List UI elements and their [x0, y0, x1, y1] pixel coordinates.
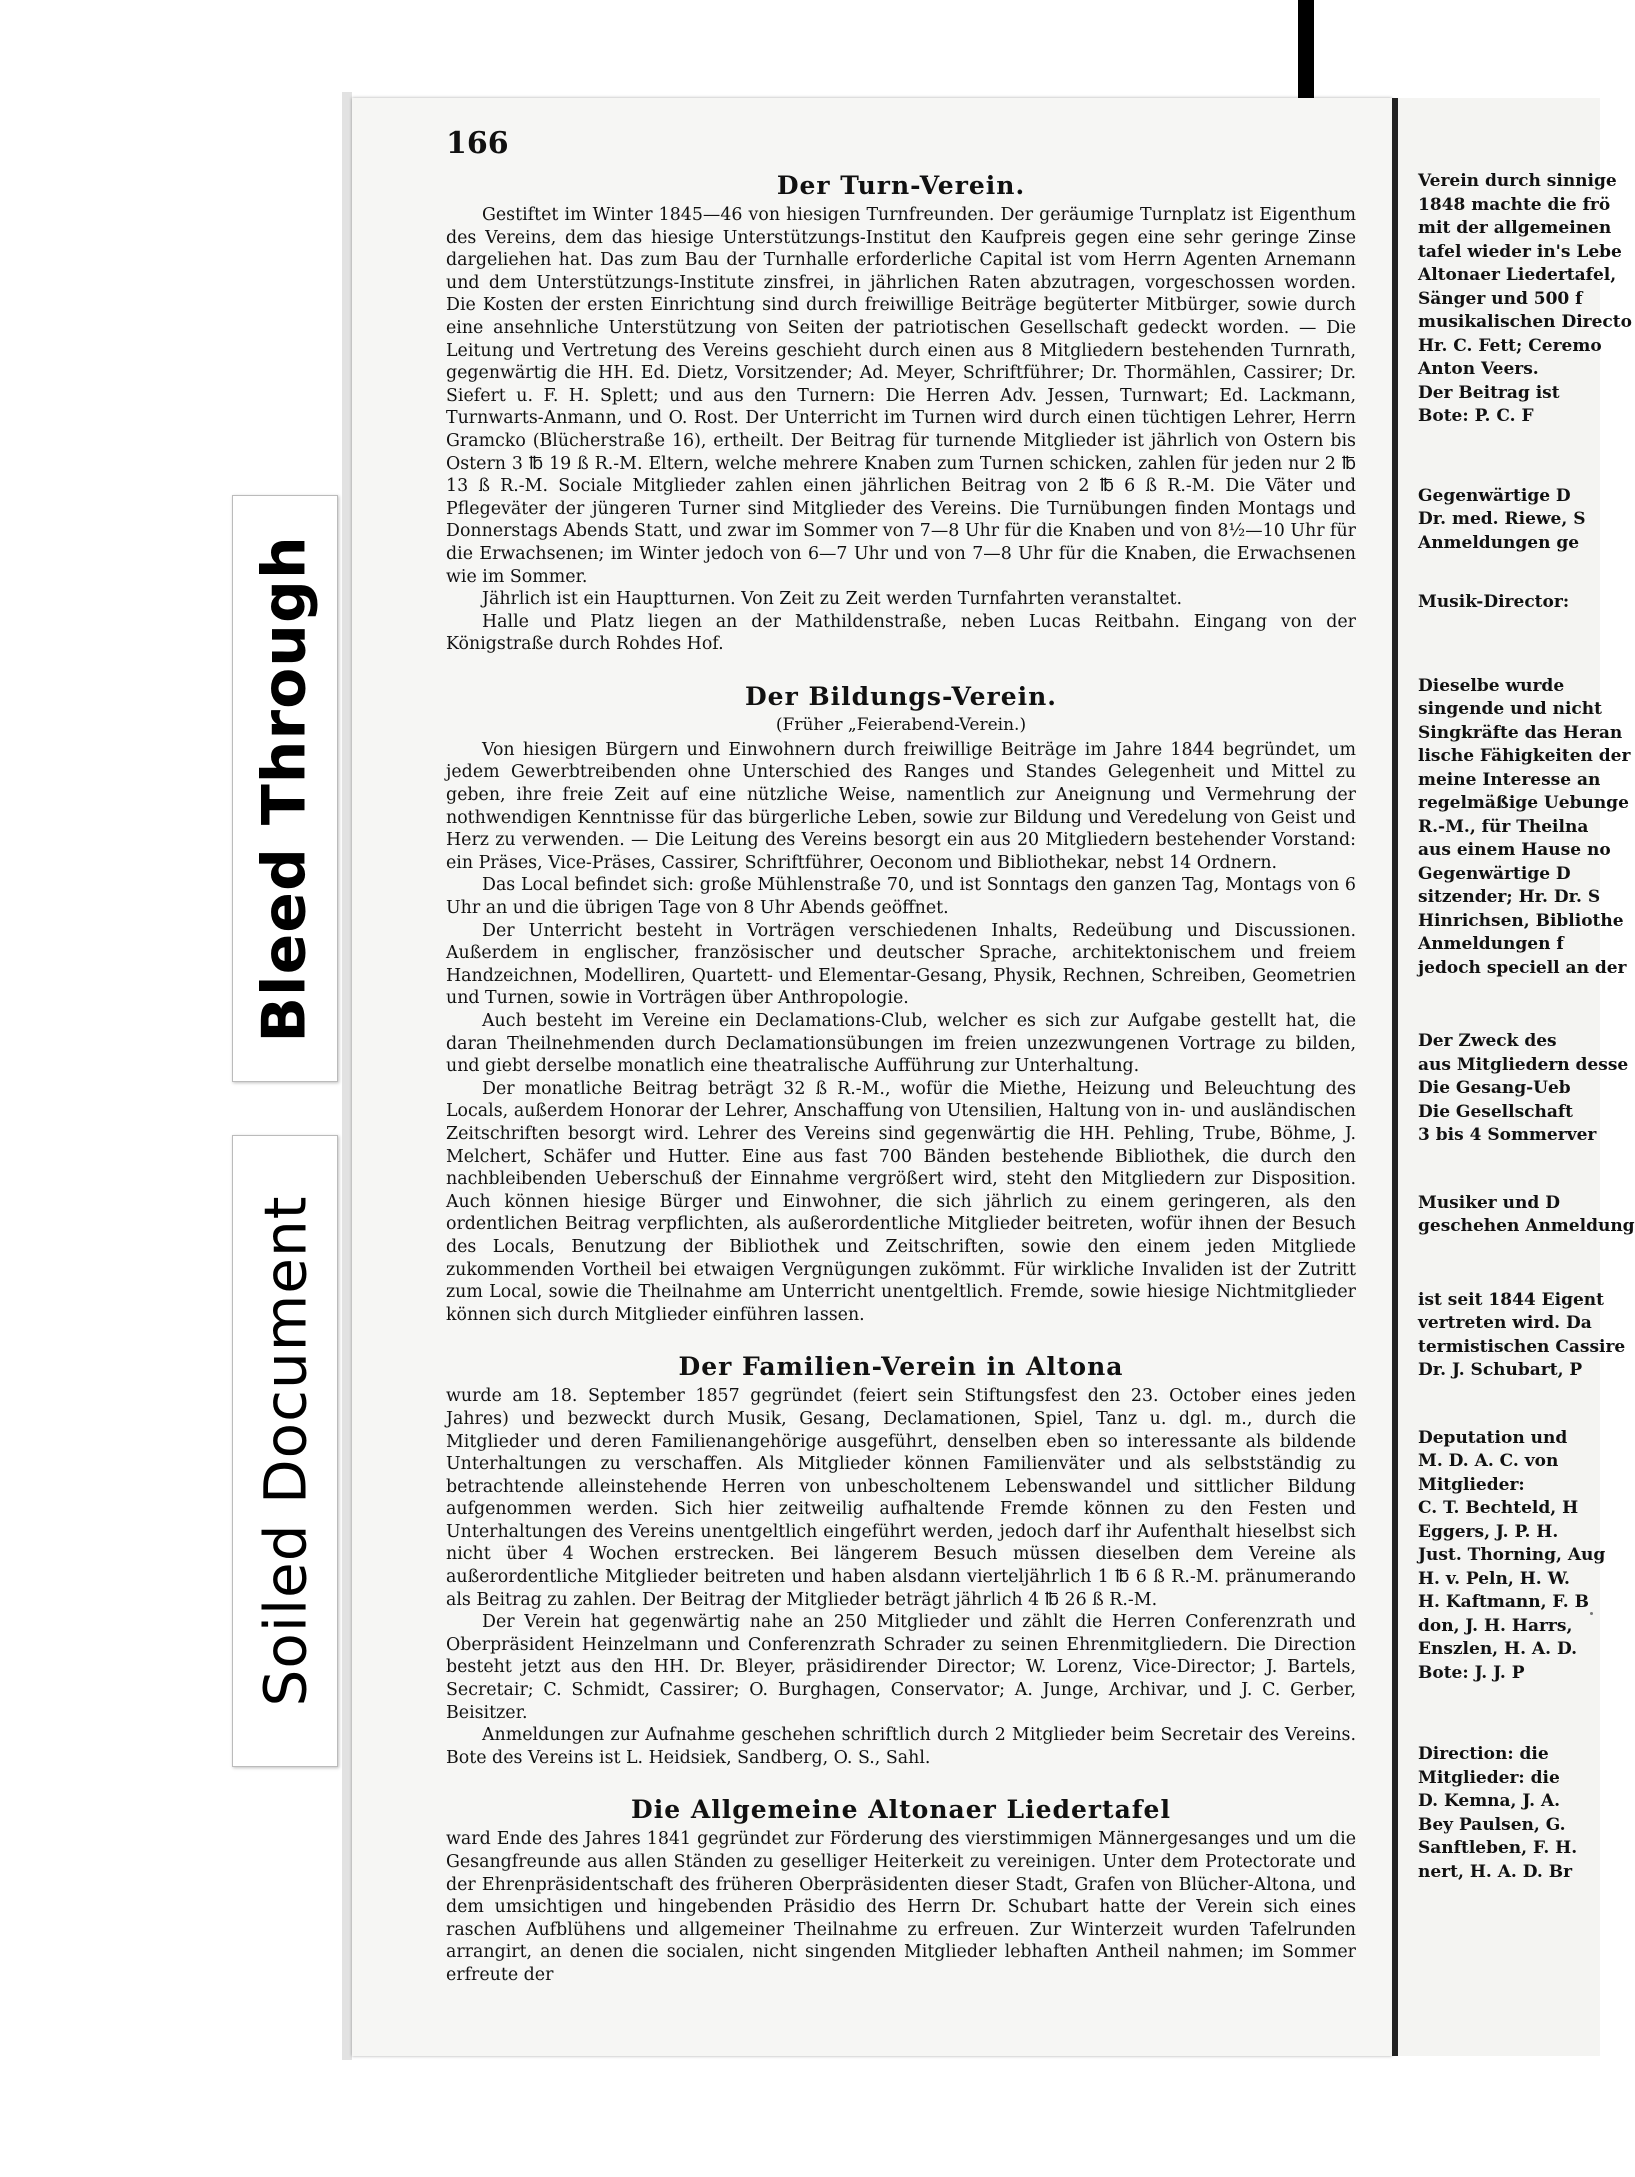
- facing-page-line: Dr. med. Riewe, S: [1418, 509, 1586, 529]
- facing-page-line: R.-M., für Theilna: [1418, 816, 1589, 837]
- soiled-document-text: Soiled Document: [251, 1195, 320, 1707]
- facing-page-line: Die Gesang-Ueb: [1418, 1078, 1571, 1098]
- facing-page-line: singende und nicht: [1418, 699, 1602, 719]
- bleed-through-text: Bleed Through: [250, 534, 321, 1043]
- section-turn-verein: [446, 171, 1356, 656]
- facing-page-line: regelmäßige Uebunge: [1418, 793, 1629, 813]
- facing-page-line: Singkräfte das Heran: [1418, 722, 1623, 743]
- section-title: Die Allgemeine Altonaer Liedertafel: [631, 1795, 1171, 1825]
- page-number: 166: [446, 126, 509, 161]
- page-content: [446, 126, 1356, 1987]
- facing-page-line: sitzender; Hr. Dr. S: [1418, 887, 1601, 907]
- soiled-document-label: [232, 1135, 338, 1767]
- paragraph: Der monatliche Beitrag beträgt 32 ß R.-M., wofür die Miethe, Heizung und Beleuchtung des Locals, außerdem Honorar der Lehrer, Anschaffung von Utensilien, Haltung von in- und ausländischen Zeitschriften besorgt wird. Lehrer des Vereins sind gegenwärtig die HH. Pehling, Trube, Böhme, J. Melchert, Schäfer und Hutter. Eine aus fast 700 Bänden bestehende Bibliothek, die durch den nachbleibenden Ueberschuß der Einnahme vergrößert wird, steht den Mitgliedern zur Disposition. Auch können hiesige Bürger und Einwohner, die sich jährlich zu einem geringeren, als den ordentlichen Beitrag verpflichten, als außerordentliche Mitglieder beitreten, wofür ihnen der Besuch des Locals, Benutzung der Bibliothek und Zeitschriften, sowie den einem jeden Mitgliede zukommenden Vortheil bei etwaigen Vergnügungen zukömmt. Für wirkliche Invaliden ist der Zutritt zum Local, sowie die Theilnahme am Unterricht unentgeltlich. Fremde, sowie hiesige Nichtmitglieder können sich durch Mitglieder einführen lassen.: [446, 1078, 1356, 1325]
- facing-page-line: Anmeldungen ge: [1418, 532, 1580, 553]
- facing-page-line: Enszlen, H. A. D.: [1418, 1639, 1577, 1659]
- paragraph: Der Unterricht besteht in Vorträgen verschiedenen Inhalts, Redeübung und Discussionen. Außerdem in englischer, französischer und deutscher Sprache, architektonischem und freiem Handzeichnen, Modelliren, Quartett- und Elementar-Gesang, Physik, Rechnen, Schreiben, Geometrien und Turnen, sowie in Vorträgen über Anthropologie.: [446, 920, 1356, 1009]
- facing-page-line: geschehen Anmeldung: [1418, 1216, 1635, 1236]
- facing-page-line: Just. Thorning, Aug: [1418, 1545, 1606, 1565]
- facing-page-line: musikalischen Directo: [1418, 312, 1632, 332]
- facing-page-line: Dieselbe wurde: [1418, 675, 1565, 696]
- facing-page-line: Der Beitrag ist: [1418, 382, 1560, 403]
- scan-border-top: [1298, 0, 1314, 98]
- paragraph: Gestiftet im Winter 1845—46 von hiesigen Turnfreunden. Der geräumige Turnplatz ist Eigenthum des Vereins, dem das hiesige Unterstützungs-Institut den Kaufpreis gegen eine sehr geringe Zinse dargeliehen hat. Das zum Bau der Turnhalle erforderliche Capital ist vom Herrn Agenten Arnemann und dem Unterstützungs-Institute zinsfrei, in jährlichen Raten abzutragen, vorgeschossen worden. Die Kosten der ersten Einrichtung sind durch freiwillige Beiträge begüterter Mitbürger, sowie durch eine ansehnliche Unterstützung von Seiten der patriotischen Gesellschaft gedeckt worden. — Die Leitung und Vertretung des Vereins geschieht durch einen aus 8 Mitgliedern bestehenden Turnrath, gegenwärtig die HH. Ed. Dietz, Vorsitzender; Ad. Meyer, Schriftführer; Dr. Thormählen, Cassirer; Dr. Siefert u. F. H. Splett; und aus den Turnern: Die Herren Adv. Jessen, Turnwart; Ed. Lackmann, Turnwarts-Anmann, und O. Rost. Der Unterricht im Turnen wird durch einen tüchtigen Lehrer, Herrn Gramcko (Blücherstraße 16), ertheilt. Der Beitrag für turnende Mitglieder ist jährlich von Ostern bis Ostern 3 ℔ 19 ß R.-M. Eltern, welche mehrere Knaben zum Turnen schicken, zahlen für jeden nur 2 ℔ 13 ß R.-M. Sociale Mitglieder zahlen einen jährlichen Beitrag von 2 ℔ 6 ß R.-M. Die Väter und Pflegeväter der jüngeren Turner sind Mitglieder des Vereins. Die Turnübungen finden Montags und Donnerstags Abends Statt, und zwar im Sommer von 7—8 Uhr für die Knaben und von 8½—10 Uhr für die Erwachsenen; im Winter jedoch von 6—7 Uhr und von 7—8 Uhr für die Knaben, die Erwachsenen wie im Sommer.: [446, 205, 1356, 587]
- facing-page-line: Gegenwärtige D: [1418, 863, 1571, 884]
- facing-page-line: Musik-Director:: [1418, 592, 1570, 612]
- facing-page-line: Mitglieder:: [1418, 1474, 1525, 1495]
- facing-page-line: ist seit 1844 Eigent: [1418, 1289, 1604, 1310]
- facing-page-line: tafel wieder in's Lebe: [1418, 241, 1622, 262]
- facing-page-line: Mitglieder: die: [1418, 1767, 1560, 1788]
- facing-page-line: Hr. C. Fett; Ceremo: [1418, 335, 1602, 356]
- paragraph: Von hiesigen Bürgern und Einwohnern durch freiwillige Beiträge im Jahre 1844 begründet, um jedem Gewerbtreibenden ohne Unterschied des Ranges und Standes Gelegenheit und Mittel zu geben, ihre freie Zeit auf eine nützliche Weise, namentlich zur Aneignung und Vermehrung der nothwendigen Kenntnisse für das bürgerliche Leben, sowie zur Bildung und Veredelung von Geist und Herz zu verwenden. — Die Leitung des Vereins besorgt ein aus 20 Mitgliedern bestehender Vorstand: ein Präses, Vice-Präses, Cassirer, Schriftführer, Oeconom und Bibliothekar, nebst 14 Ordnern.: [446, 739, 1356, 873]
- facing-page-line: don, J. H. Harrs,: [1418, 1615, 1573, 1636]
- facing-page-line: Die Gesellschaft: [1418, 1101, 1574, 1122]
- bleed-through-label: [232, 495, 338, 1082]
- speck: [1590, 1612, 1593, 1615]
- paragraph: ward Ende des Jahres 1841 gegründet zur Förderung des vierstimmigen Männergesanges und um die Gesangfreunde aus allen Ständen zu geselliger Heiterkeit zu vereinigen. Unter dem Protectorate und der Ehrenpräsidentschaft des früheren Oberpräsidenten dieser Stadt, Grafen von Blücher-Altona, und dem umsichtigen und hingebenden Präsidio des Herrn Dr. Schubart hatte der Verein sich eines raschen Aufblühens und allgemeiner Theilnahme zu erfreuen. Zur Winterzeit wurden Tafelrunden arrangirt, an denen die socialen, nicht singenden Mitglieder lebhaften Antheil nahmen; im Sommer erfreute der: [446, 1829, 1356, 1985]
- paragraph: Auch besteht im Vereine ein Declamations-Club, welcher es sich zur Aufgabe gestellt hat, die daran Theilnehmenden durch Declamationsübungen im freien unzezwungenen Vortrage zu bilden, und giebt derselbe monatlich eine theatralische Aufführung zur Unterhaltung.: [446, 1011, 1356, 1077]
- facing-page-line: aus Mitgliedern desse: [1418, 1054, 1629, 1075]
- paragraph: Das Local befindet sich: große Mühlenstraße 70, und ist Sonntags den ganzen Tag, Montags von 6 Uhr an und die übrigen Tage von 8 Uhr Abends geöffnet.: [446, 875, 1356, 919]
- facing-page-line: Bote: P. C. F: [1418, 406, 1534, 426]
- section-familien-verein: [446, 1352, 1356, 1769]
- paragraph: Halle und Platz liegen an der Mathildenstraße, neben Lucas Reitbahn. Eingang von der Königstraße durch Rohdes Hof.: [446, 611, 1356, 655]
- facing-page-line: Gegenwärtige D: [1418, 485, 1571, 506]
- page-edge-shadow: [342, 92, 352, 2060]
- facing-page-line: lische Fähigkeiten der: [1418, 746, 1631, 766]
- facing-page-line: Direction: die: [1418, 1744, 1549, 1764]
- facing-page-line: meine Interesse an: [1418, 769, 1601, 790]
- facing-page-line: C. T. Bechteld, H: [1418, 1498, 1579, 1518]
- paragraph: Jährlich ist ein Hauptturnen. Von Zeit zu Zeit werden Turnfahrten veranstaltet.: [482, 589, 1183, 610]
- facing-page-line: mit der allgemeinen: [1418, 218, 1612, 238]
- facing-page-line: Anmeldungen f: [1418, 934, 1564, 954]
- facing-page-line: Hinrichsen, Bibliothe: [1418, 910, 1624, 931]
- paragraph: Anmeldungen zur Aufnahme geschehen schriftlich durch 2 Mitglieder beim Secretair des Vereins. Bote des Vereins ist L. Heidsiek, Sandberg, O. S., Sahl.: [446, 1725, 1356, 1768]
- facing-page-line: aus einem Hause no: [1418, 840, 1611, 860]
- facing-page-line: H. Kaftmann, F. B: [1418, 1592, 1589, 1612]
- facing-page-line: Musiker und D: [1418, 1192, 1560, 1213]
- facing-page-line: Dr. J. Schubart, P: [1418, 1360, 1583, 1380]
- facing-page-line: Eggers, J. P. H.: [1418, 1521, 1559, 1542]
- section-title: Der Turn-Verein.: [776, 171, 1026, 200]
- paragraph: Der Verein hat gegenwärtig nahe an 250 Mitglieder und zählt die Herren Conferenzrath und Oberpräsident Heinzelmann und Conferenzrath Schrader zu seinen Ehrenmitgliedern. Die Direction besteht jetzt aus den HH. Dr. Bleyer, präsidirender Director; W. Lorenz, Vice-Director; J. Bartels, Secretair; C. Schmidt, Cassirer; O. Burghagen, Conservator; A. Junge, Archivar, und J. C. Gerber, Beisitzer.: [446, 1612, 1356, 1723]
- paragraph: wurde am 18. September 1857 gegründet (feiert sein Stiftungsfest den 23. October eines jeden Jahres) und bezweckt durch Musik, Gesang, Declamationen, Spiel, Tanz u. dgl. m., durch die Mitglieder und deren Familienangehörige ausgeführt, denselben eben so interessante als bildende Unterhaltungen zu verschaffen. Als Mitglieder können Familienväter und als selbstständig zu betrachtende alleinstehende Herren von unbescholtenem Lebenswandel und sittlicher Bildung aufgenommen werden. Sich hier zeitweilig aufhaltende Fremde können zu den Festen und Unterhaltungen des Vereins unentgeltlich eingeführt werden, jedoch darf ihr Aufenthalt hieselbst sich nicht über 4 Wochen erstrecken. Bei längerem Besuch müssen dieselben dem Vereine als außerordentliche Mitglieder beitreten und haben alsdann vierteljährlich 1 ℔ 6 ß R.-M. pränumerando als Beitrag zu zahlen. Der Beitrag der Mitglieder beträgt jährlich 4 ℔ 26 ß R.-M.: [446, 1386, 1356, 1610]
- facing-page-line: 3 bis 4 Sommerver: [1418, 1125, 1597, 1145]
- facing-page-line: Verein durch sinnige: [1418, 171, 1617, 191]
- section-liedertafel: [446, 1795, 1356, 1986]
- facing-page-line: M. D. A. C. von: [1418, 1451, 1559, 1471]
- facing-page-line: Altonaer Liedertafel,: [1418, 265, 1617, 285]
- section-bildungs-verein: [446, 682, 1356, 1326]
- section-subtitle: (Früher „Feierabend-Verein.): [775, 714, 1027, 735]
- facing-page-line: nert, H. A. D. Br: [1418, 1861, 1573, 1882]
- scan-top-margin: [1398, 0, 1600, 98]
- facing-page-line: Sänger und 500 f: [1418, 288, 1583, 309]
- facing-page-line: Deputation und: [1418, 1427, 1568, 1448]
- facing-page-fragment: [1398, 98, 1635, 2056]
- facing-page-line: Bey Paulsen, G.: [1418, 1814, 1566, 1835]
- scan-margin: [0, 0, 330, 2177]
- facing-page-line: Bote: J. J. P: [1418, 1662, 1525, 1683]
- facing-page-line: Anton Veers.: [1418, 359, 1539, 379]
- document-page: [352, 98, 1392, 2056]
- facing-page-line: 1848 machte die frö: [1418, 194, 1611, 215]
- facing-page-line: Der Zweck des: [1418, 1031, 1557, 1051]
- facing-page-line: termistischen Cassire: [1418, 1336, 1626, 1357]
- facing-page-line: D. Kemna, J. A.: [1418, 1791, 1561, 1811]
- facing-page-line: jedoch speciell an der: [1418, 957, 1627, 978]
- facing-page-line: vertreten wird. Da: [1418, 1313, 1592, 1333]
- facing-page-line: Sanftleben, F. H.: [1418, 1838, 1578, 1858]
- facing-page-line: H. v. Peln, H. W.: [1418, 1568, 1570, 1589]
- section-title: Der Bildungs-Verein.: [745, 681, 1057, 711]
- section-title: Der Familien-Verein in Altona: [678, 1352, 1124, 1382]
